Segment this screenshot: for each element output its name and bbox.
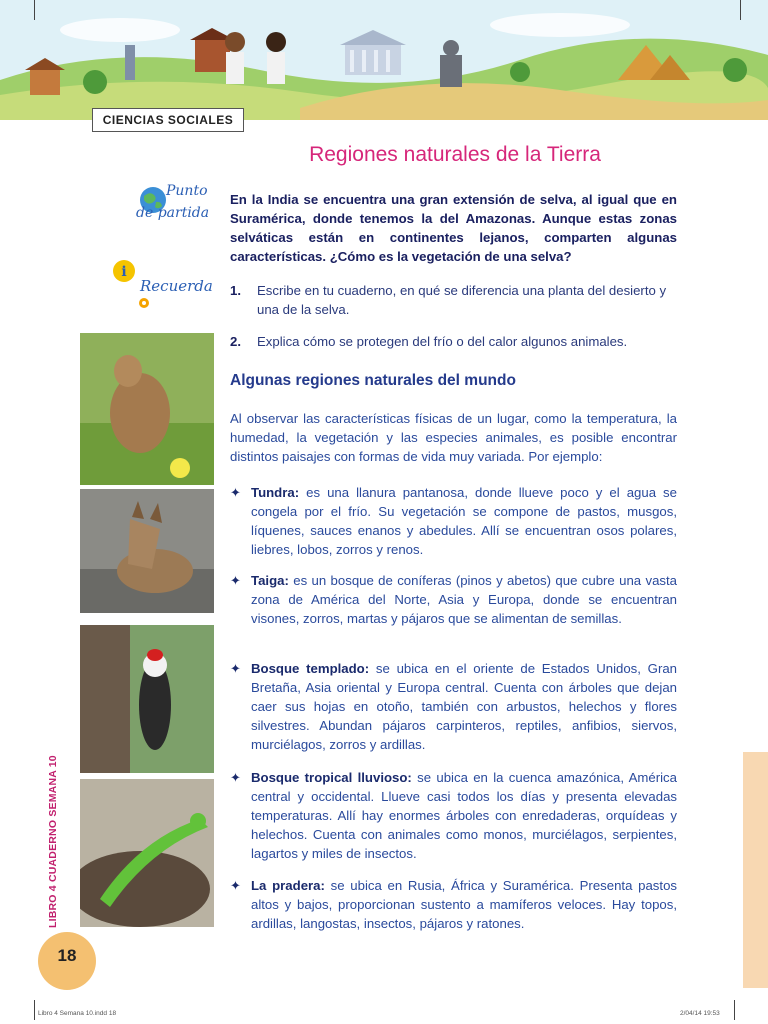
- info-letter: i: [121, 264, 127, 280]
- question-2: [230, 332, 677, 351]
- bullet-star-icon: ✦: [230, 770, 241, 785]
- region-term: Taiga:: [251, 573, 289, 588]
- lizard-photo: [80, 779, 214, 927]
- fox-photo: [80, 489, 214, 613]
- intro-text: En la India se encuentra una gran extensión de selva, al igual que en Suramérica, donde tenemos la del Amazonas. Aunque estas zonas selváticas están en continentes lejanos, comparten algunas características. ¿Cómo es la vegetación de una selva?: [230, 192, 677, 264]
- question-number: 2.: [230, 334, 241, 349]
- question-text: Escribe en tu cuaderno, en qué se diferencia una planta del desierto y una de la selva.: [257, 283, 667, 317]
- crop-mark: [740, 0, 761, 20]
- question-1: [230, 281, 677, 319]
- crop-mark: [734, 1000, 755, 1020]
- region-description: se ubica en la cuenca amazónica, América central y occidental. Llueve casi todos los días y presenta elevadas temperaturas. Allí hay enormes árboles con enredaderas, orquídeas y helechos. Cuenta con animales como monos, murciélagos, serpientes, lagartos y miles de insectos.: [251, 770, 677, 861]
- woodpecker-photo: [80, 625, 214, 773]
- page-title: Regiones naturales de la Tierra: [309, 143, 601, 166]
- region-term: Tundra:: [251, 485, 300, 500]
- footer-date: 2/04/14 19:53: [680, 1010, 720, 1017]
- flower-icon: [138, 297, 150, 309]
- region-term: Bosque templado:: [251, 661, 370, 676]
- recuerda-label: Recuerda: [140, 277, 213, 295]
- region-description: se ubica en Rusia, África y Suramérica. Presenta pastos altos y bajos, proporcionan sustento a mamíferos veloces. Hay topos, ardillas, langostas, insectos, pájaros y ratones.: [251, 878, 677, 931]
- header-illustration: [0, 0, 768, 120]
- region-description: es una llanura pantanosa, donde llueve poco y el agua se congela por el frío. Su vegetación se compone de pastos, musgos, líquenes, sauces enanos y abedules. Allí se encuentran osos polares, liebres, lobos, zorros y renos.: [251, 485, 677, 557]
- region-item-bosque-tropical: [230, 768, 677, 863]
- question-text: Explica cómo se protegen del frío o del calor algunos animales.: [257, 334, 628, 349]
- question-number: 1.: [230, 283, 241, 298]
- punto-label: Punto: [166, 183, 208, 199]
- region-item-bosque-templado: [230, 659, 677, 754]
- bullet-star-icon: ✦: [230, 661, 241, 676]
- punto-de-partida-logo: [136, 183, 222, 243]
- page-edge-strip: [743, 752, 768, 988]
- region-item-pradera: [230, 876, 677, 933]
- recuerda-logo: [112, 259, 224, 309]
- section-intro: Al observar las características físicas de un lugar, como la temperatura, la humedad, la vegetación y las especies animales, es posible encontrar distintos paisajes con formas de vida muy variada. Por ejemplo:: [230, 411, 677, 464]
- landscape-illustration: [0, 0, 768, 120]
- region-description: es un bosque de coníferas (pinos y abetos) que cubre una vasta zona de América del Norte, Asia y Europa, donde se encuentran visones, zorros, martas y pájaros que se alimentan de semillas.: [251, 573, 677, 626]
- crop-mark: [14, 1000, 35, 1020]
- region-term: La pradera:: [251, 878, 325, 893]
- bullet-star-icon: ✦: [230, 878, 241, 893]
- footer-filename: Libro 4 Semana 10.indd 18: [38, 1010, 117, 1017]
- region-description: se ubica en el oriente de Estados Unidos, Gran Bretaña, Asia oriental y Europa central. Cuenta con árboles que dejan caer sus hojas en otoño, también con arbustos, helechos y flores silvestres. Abundan pájaros carpinteros, reptiles, anfibios, siervos, murciélagos, zorros y ardillas.: [251, 661, 677, 752]
- bullet-star-icon: ✦: [230, 573, 241, 588]
- page-number: 18: [57, 946, 77, 965]
- section-label: CIENCIAS SOCIALES: [92, 108, 244, 132]
- bullet-star-icon: ✦: [230, 485, 241, 500]
- book-side-label: LIBRO 4 CUADERNO SEMANA 10: [47, 755, 59, 928]
- info-icon: [112, 259, 136, 287]
- mara-photo: [80, 333, 214, 485]
- de-partida-label: de partida: [136, 205, 210, 221]
- region-term: Bosque tropical lluvioso:: [251, 770, 412, 785]
- region-item-tundra: [230, 483, 677, 559]
- region-item-taiga: [230, 571, 677, 628]
- crop-mark: [14, 0, 35, 20]
- section-subtitle: Algunas regiones naturales del mundo: [230, 372, 516, 389]
